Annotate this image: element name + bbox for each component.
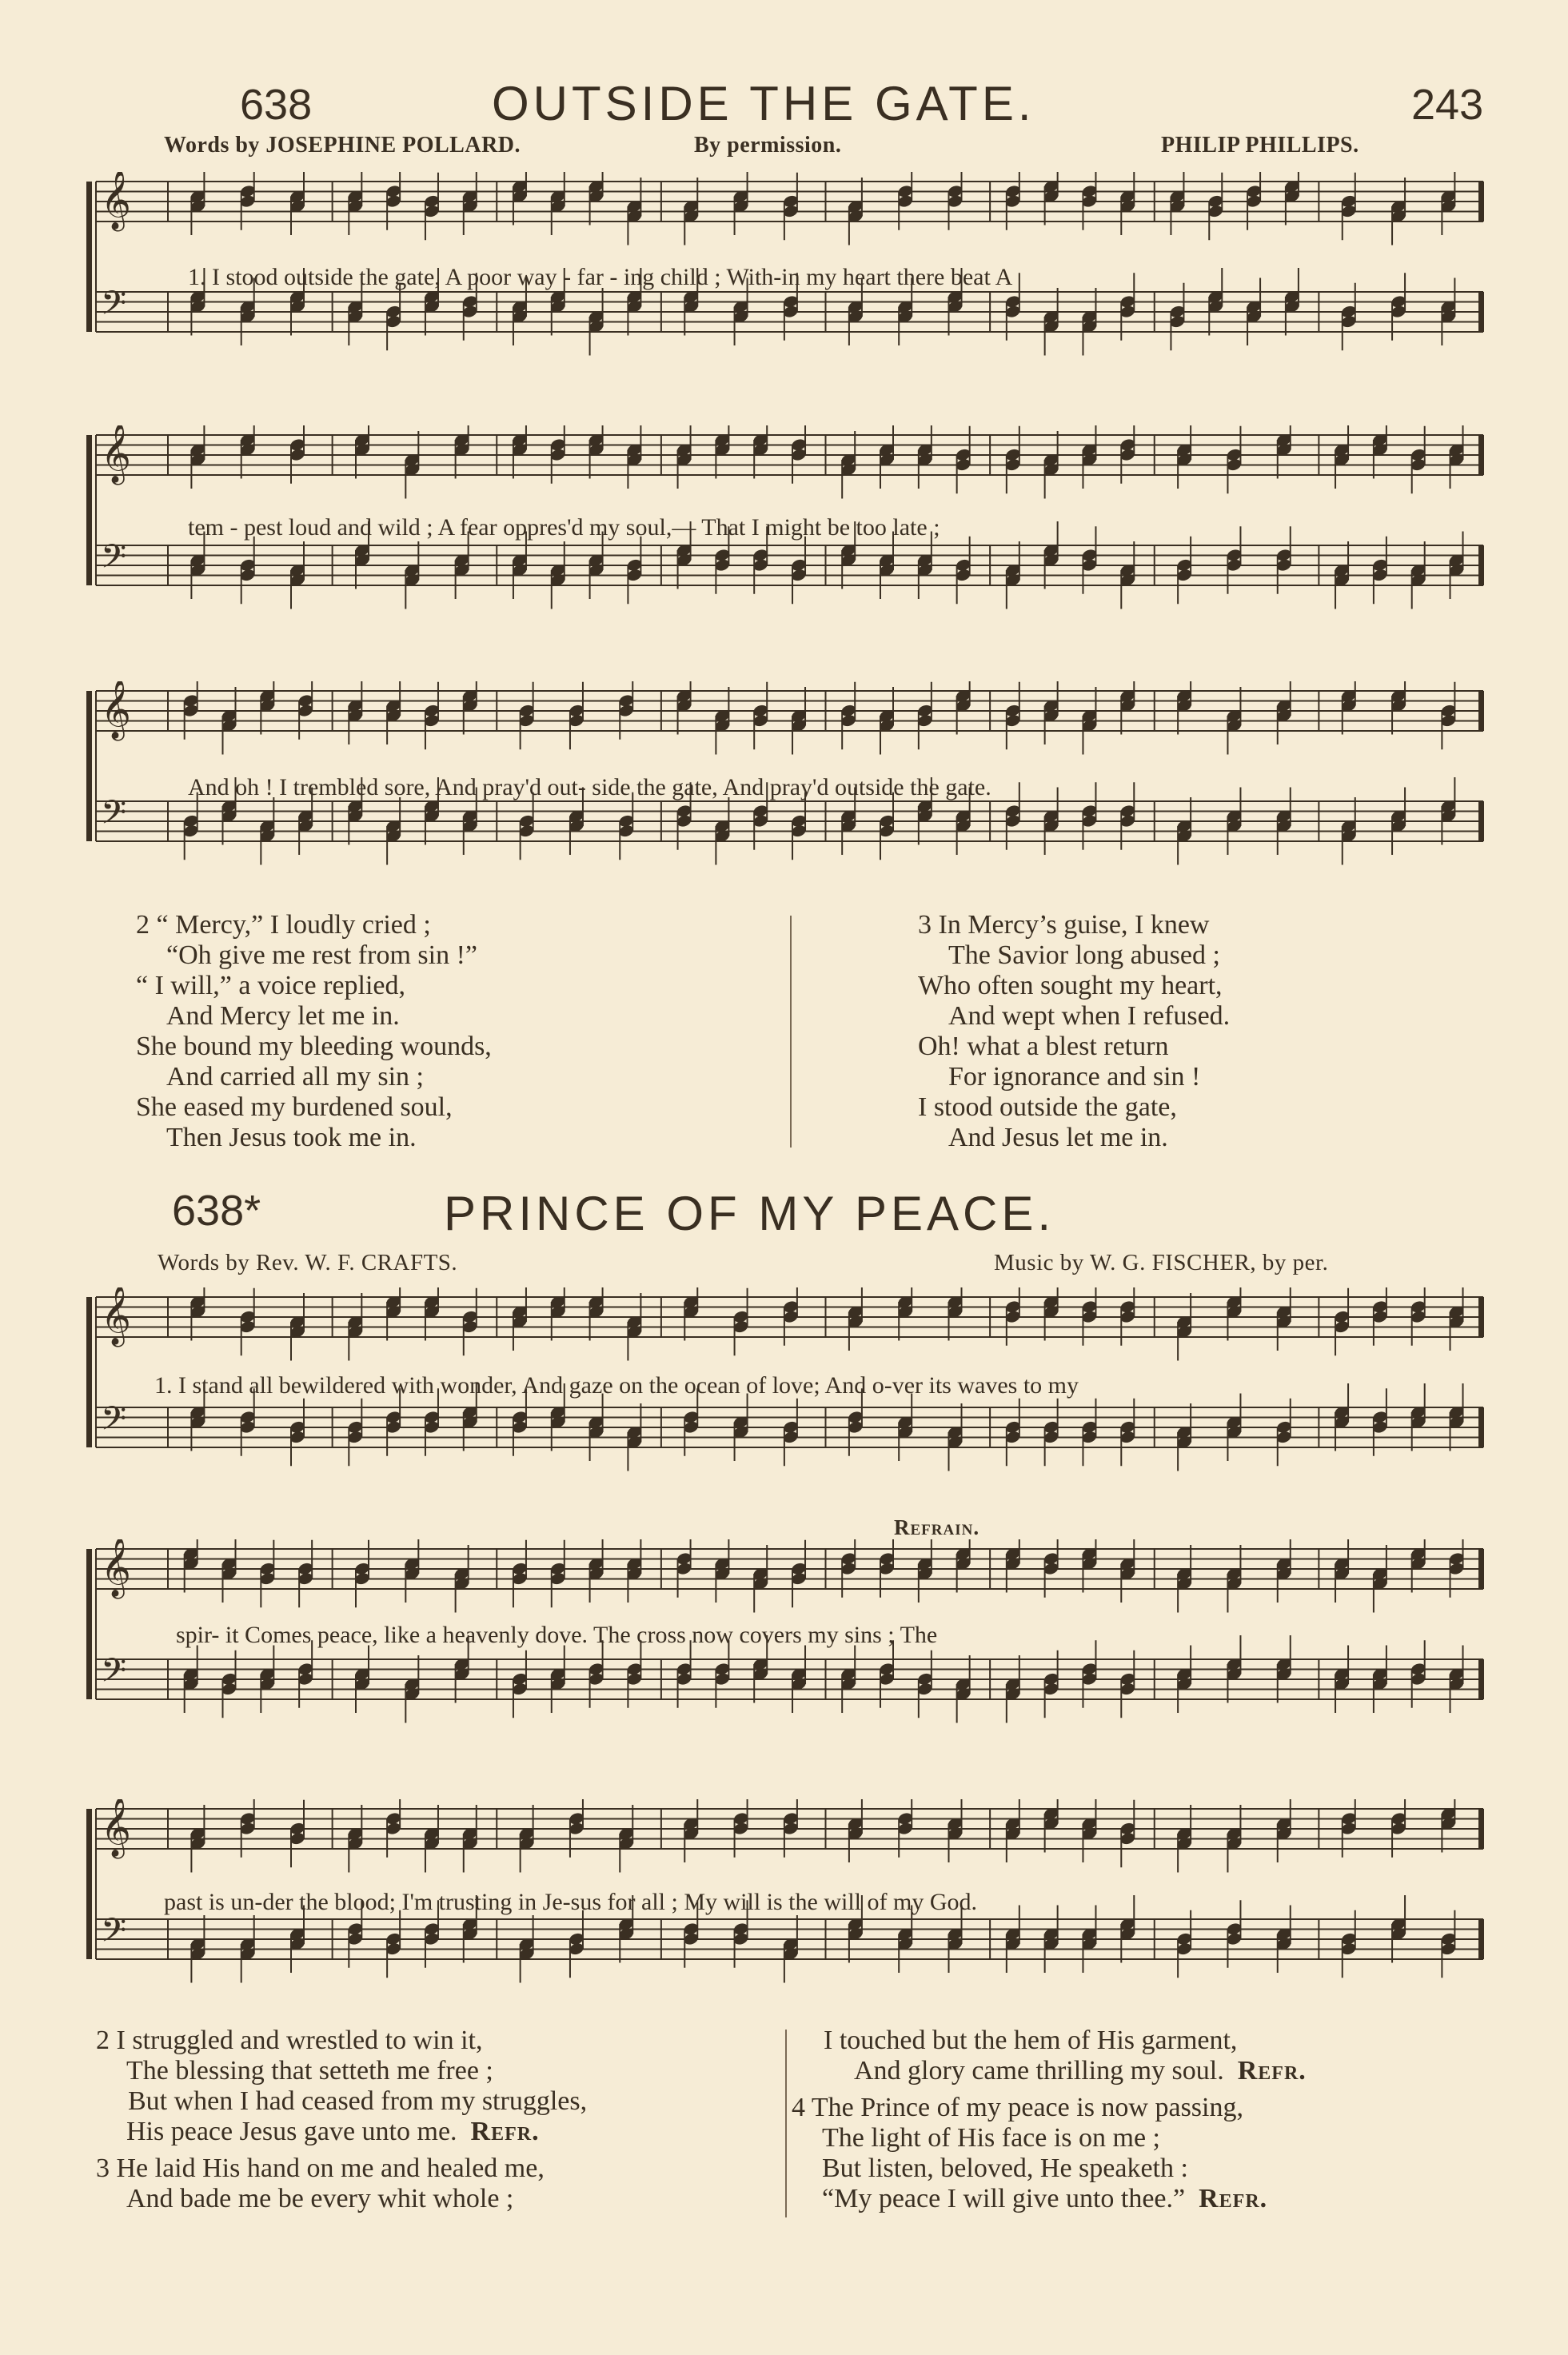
lyric-line-1: 1. I stood outside the gate, A poor way - far - ing child ; With-in my heart there beat A — [188, 264, 1013, 290]
verse-line: But when I had ceased from my struggles, — [128, 2086, 588, 2116]
verse-line: The Prince of my peace is now passing, — [811, 2093, 1243, 2122]
refrain-marker: Refr. — [1237, 2056, 1307, 2086]
svg-text:𝄞: 𝄞 — [101, 1539, 131, 1597]
verse-line: I struggled and wrestled to win it, — [116, 2026, 483, 2055]
verse-line: The light of His face is on me ; — [822, 2123, 1161, 2153]
verse-line: Oh! what a blest return — [918, 1032, 1169, 1061]
verse-line: But listen, beloved, He speaketh : — [822, 2153, 1188, 2183]
verse-line: And carried all my sin ; — [166, 1062, 424, 1092]
verse-line: “My peace I will give unto thee.” — [822, 2184, 1186, 2213]
verse-line: I touched but the hem of His garment, — [824, 2026, 1238, 2055]
column-divider — [790, 916, 792, 1148]
hymn-title: PRINCE OF MY PEACE. — [444, 1187, 1055, 1240]
page-number: 243 — [1411, 81, 1484, 129]
verse-line: The Savior long abused ; — [948, 940, 1220, 970]
lyric-line-4: 1. I stand all bewildered with wonder, And gaze on the ocean of love; And o-ver its waves to my — [154, 1372, 1079, 1399]
svg-text:𝄢: 𝄢 — [101, 1911, 127, 1958]
verse-line: Then Jesus took me in. — [166, 1123, 417, 1152]
lyric-line-5: spir- it Comes peace, like a heavenly dove. The cross now covers my sins ; The — [176, 1622, 938, 1648]
lyric-line-6: past is un-der the blood; I'm trusting in Je-sus for all ; My will is the will of my God. — [164, 1889, 977, 1915]
verse-line: 3 In Mercy’s guise, I knew — [918, 910, 1210, 940]
composer-credit: Music by W. G. FISCHER, by per. — [994, 1250, 1329, 1275]
refrain-label: Refrain. — [894, 1515, 980, 1539]
verse-line: “Oh give me rest from sin !” — [166, 940, 477, 970]
verse-line: And wept when I refused. — [948, 1001, 1231, 1031]
svg-text:𝄢: 𝄢 — [101, 284, 127, 330]
permission-note: By permission. — [694, 133, 842, 158]
svg-text:𝄞: 𝄞 — [101, 425, 131, 483]
svg-text:𝄢: 𝄢 — [101, 537, 127, 584]
refrain-marker: Refr. — [1199, 2184, 1268, 2213]
svg-text:𝄞: 𝄞 — [101, 172, 131, 230]
verse-line: The blessing that setteth me free ; — [126, 2056, 493, 2086]
composer-credit: PHILIP PHILLIPS. — [1161, 133, 1359, 158]
verse-block-3 — [918, 910, 1230, 1153]
column-divider — [785, 2030, 787, 2217]
verse-line: I stood outside the gate, — [918, 1092, 1177, 1122]
hymn-title: OUTSIDE THE GATE. — [492, 77, 1035, 130]
refrain-marker: Refr. — [470, 2117, 540, 2146]
lyric-line-3: And oh ! I trembled sore, And pray'd out- side the gate, And pray'd outside the gate. — [188, 774, 991, 800]
verse-line: Who often sought my heart, — [918, 971, 1223, 1000]
svg-text:𝄢: 𝄢 — [101, 793, 127, 840]
verse-line: And Mercy let me in. — [166, 1001, 400, 1031]
svg-text:𝄞: 𝄞 — [101, 681, 131, 739]
svg-text:𝄞: 𝄞 — [101, 1799, 131, 1857]
verse-line: “ I will,” a voice replied, — [136, 971, 406, 1000]
verse-number: 3 — [96, 2153, 110, 2183]
verse-line: And bade me be every whit whole ; — [126, 2184, 514, 2213]
verse-block-2 — [96, 2026, 587, 2214]
svg-text:𝄢: 𝄢 — [101, 1399, 127, 1446]
verse-block-3-cont — [792, 2026, 1307, 2214]
words-credit: Words by Rev. W. F. CRAFTS. — [158, 1250, 458, 1275]
hymn-number: 638 — [240, 81, 313, 129]
verse-line: And glory came thrilling my soul. — [854, 2056, 1224, 2086]
verse-number: 4 — [792, 2093, 805, 2122]
words-credit: Words by JOSEPHINE POLLARD. — [164, 133, 521, 158]
verse-line: She eased my burdened soul, — [136, 1092, 453, 1122]
lyric-line-2: tem - pest loud and wild ; A fear oppres'd my soul,— That I might be too late ; — [188, 514, 940, 541]
verse-line: 2 “ Mercy,” I loudly cried ; — [136, 910, 431, 940]
verse-line: For ignorance and sin ! — [948, 1062, 1201, 1092]
verse-number: 2 — [96, 2026, 110, 2055]
svg-text:𝄢: 𝄢 — [101, 1651, 127, 1698]
verse-line: His peace Jesus gave unto me. — [126, 2117, 457, 2146]
hymn-number: 638* — [172, 1187, 261, 1235]
verse-line: He laid His hand on me and healed me, — [116, 2153, 545, 2183]
verse-block-2 — [136, 910, 492, 1153]
verse-line: And Jesus let me in. — [948, 1123, 1168, 1152]
svg-text:𝄞: 𝄞 — [101, 1287, 131, 1345]
verse-line: She bound my bleeding wounds, — [136, 1032, 492, 1061]
